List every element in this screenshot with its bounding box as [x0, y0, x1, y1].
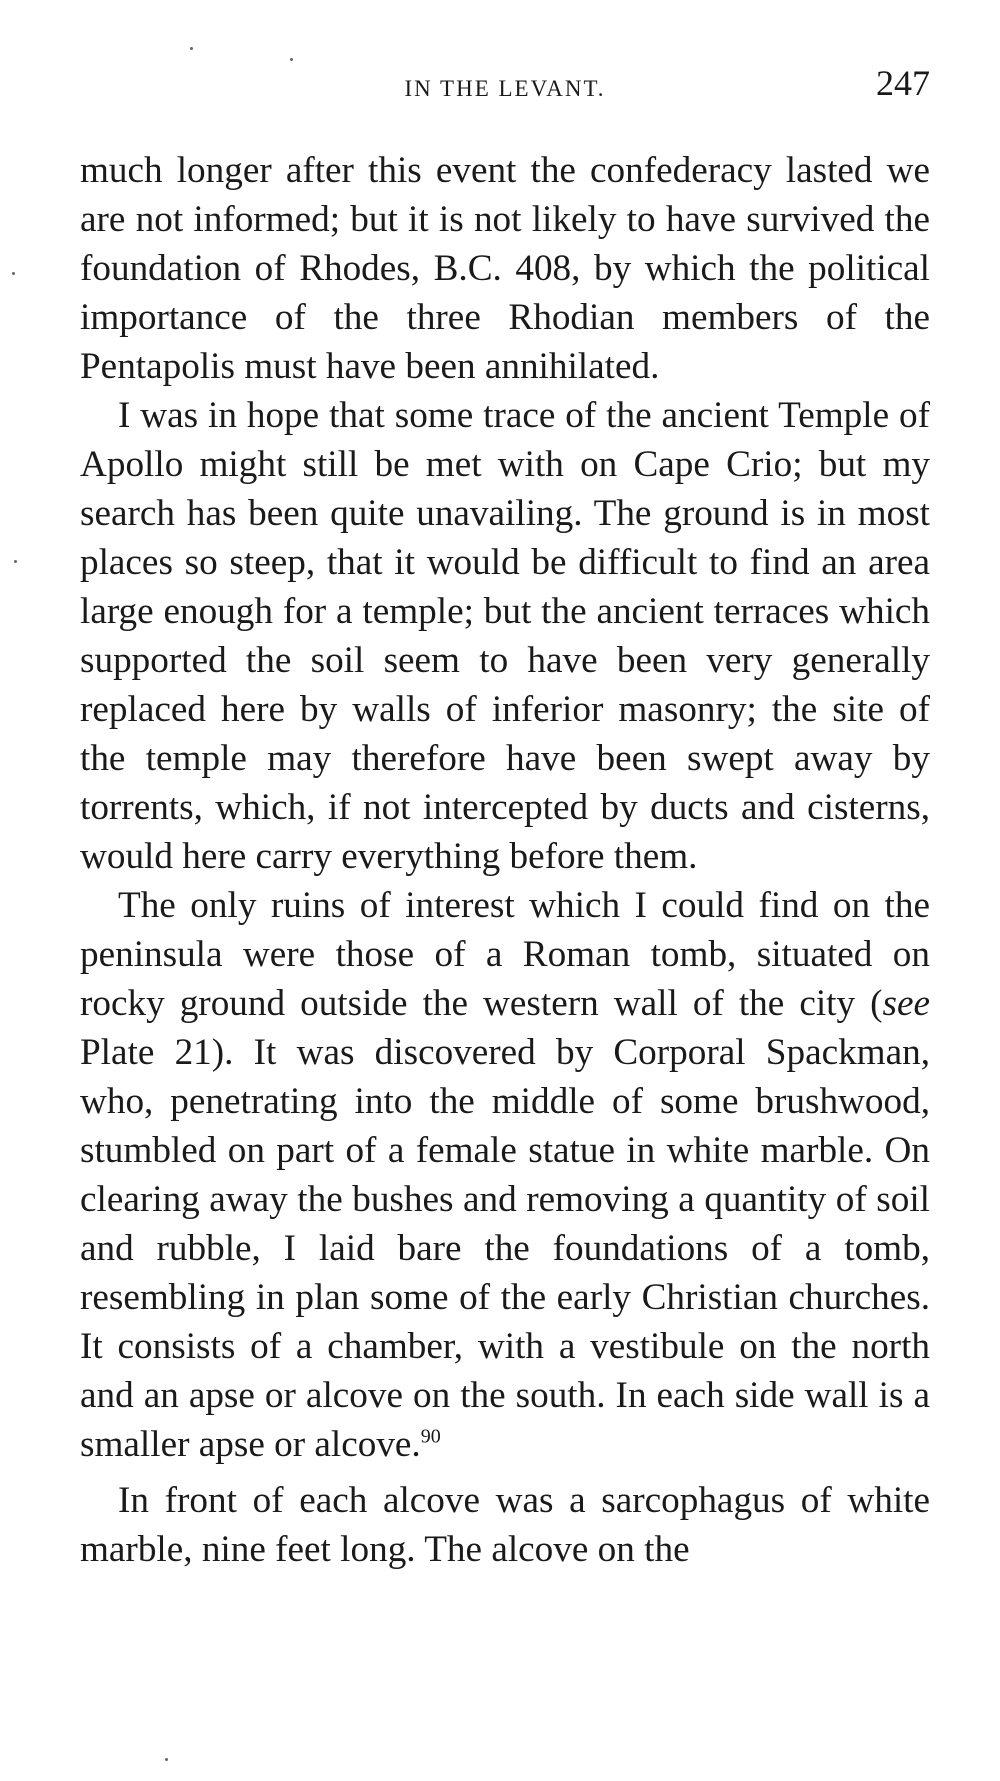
page-number: 247 [876, 63, 930, 103]
paragraph-1: much longer after this event the confederacy lasted we are not informed; but it is not likely to have survived the foundation of Rhodes, B.C. 408, by which the political importance of the three Rhodian members of the Pentapolis must have been annihilated. [80, 150, 930, 387]
paper-speck [165, 1758, 168, 1761]
paragraph-3-text-after: Plate 21). It was discovered by Corporal Spackman, who, penetrating into the middle of some brushwood, stumbled on part of a female statue in white marble. On clearing away the bushes and removing a quantity of soil and rubble, I laid bare the foundations of a tomb, resembling in plan some of the early Christian churches. It consists of a chamber, with a vestibule on the north and an apse or alcove on the south. In each side wall is a smaller apse or alcove. [80, 1032, 930, 1465]
paragraph-3-italic-see: see [882, 983, 930, 1024]
paragraph-2: I was in hope that some trace of the ancient Temple of Apollo might still be met with on Cape Crio; but my search has been quite unavailing. The ground is in most places so steep, that it would be difficult to find an area large enough for a temple; but the ancient terraces which supported the soil seem to have been very generally replaced here by walls of inferior masonry; the site of the temple may therefore have been swept away by torrents, which, if not intercepted by ducts and cisterns, would here carry everything before them. [80, 395, 930, 877]
paragraph-3-text-before: The only ruins of interest which I could find on the peninsula were those of a Roman tomb, situated on rocky ground outside the western wall of the city ( [80, 885, 930, 1024]
paragraph-4: In front of each alcove was a sarcophagus of white marble, nine feet long. The alcove on the [80, 1480, 930, 1570]
paragraph-3 [80, 881, 930, 1469]
running-head [80, 62, 930, 112]
paper-speck [12, 272, 15, 275]
paper-speck [290, 58, 293, 61]
paper-speck [190, 47, 193, 50]
paper-speck [14, 560, 17, 563]
body-text [80, 146, 930, 1574]
footnote-reference: 90 [420, 1425, 441, 1448]
running-title: IN THE LEVANT. [404, 76, 606, 101]
